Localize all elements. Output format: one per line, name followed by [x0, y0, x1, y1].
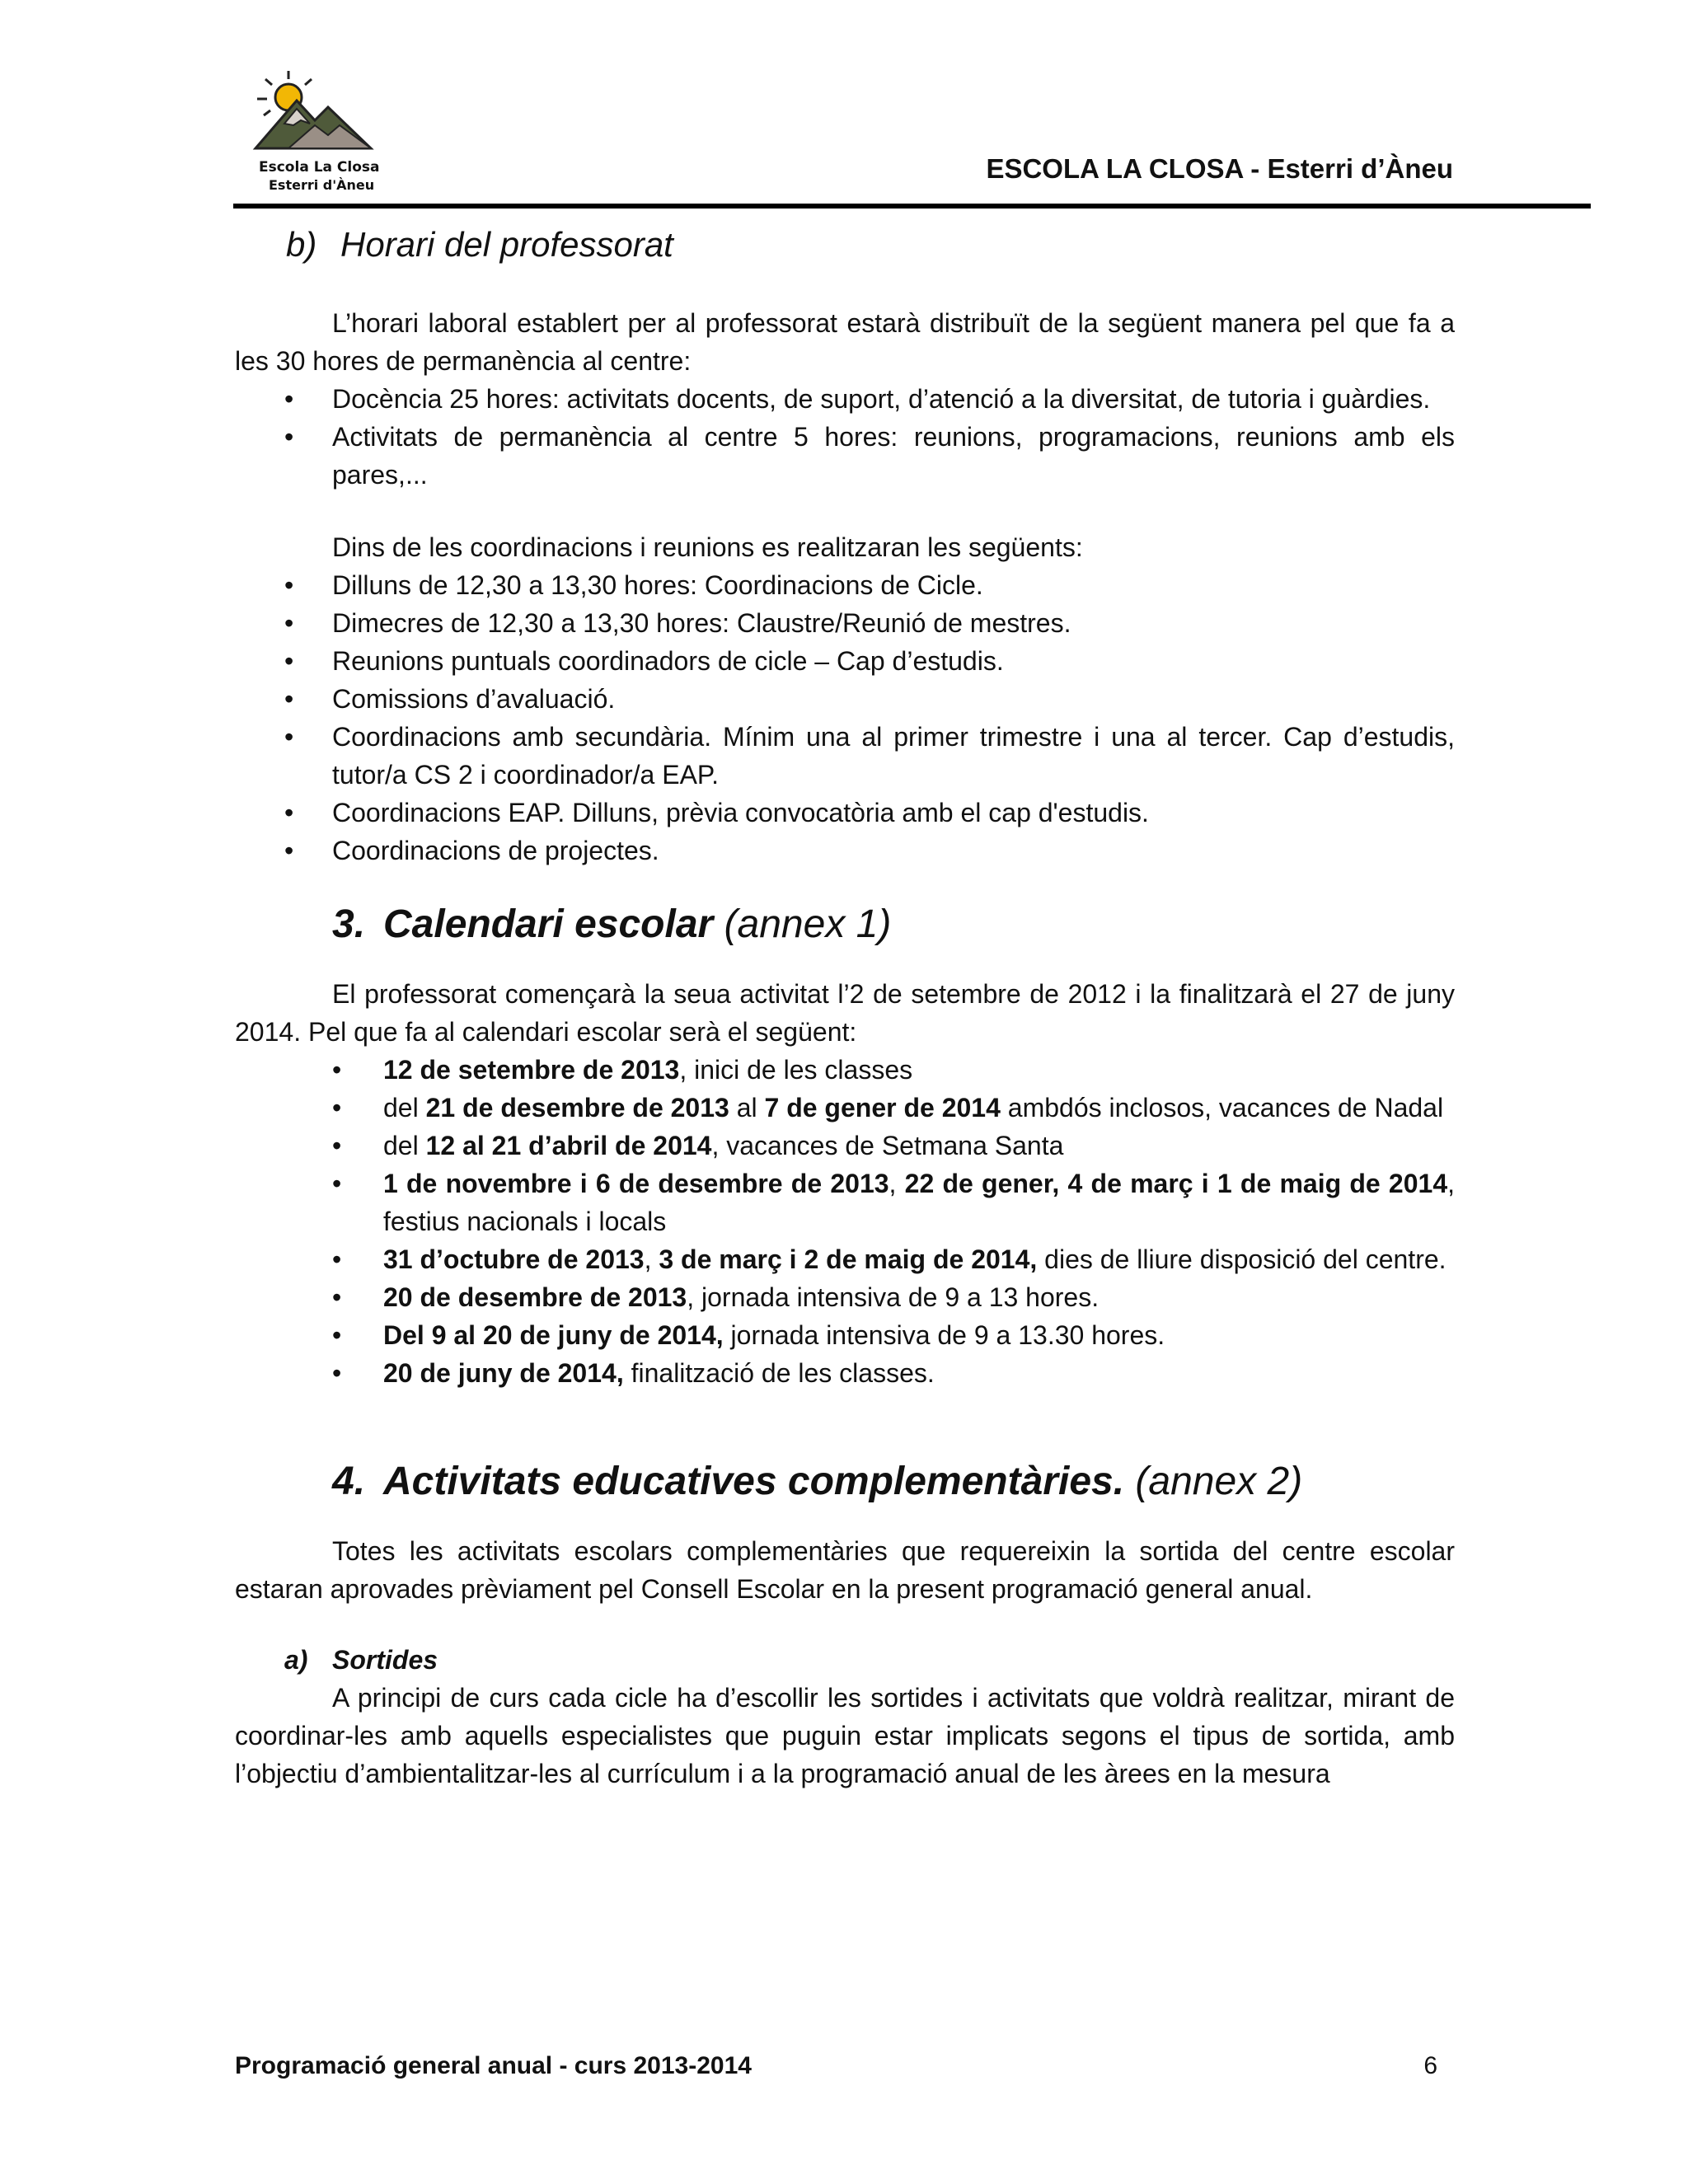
- sub-a-label: a): [284, 1645, 308, 1675]
- bullet-icon: •: [284, 684, 294, 714]
- section-4-heading: [235, 1455, 1455, 1509]
- list-item: • Dimecres de 12,30 a 13,30 hores: Claustre/Reunió de mestres.: [235, 604, 1455, 642]
- calendar-list: [235, 1051, 1455, 1392]
- bullet-icon: •: [332, 1320, 342, 1350]
- list-item: • Docència 25 hores: activitats docents, de suport, d’atenció a la diversitat, de tutoria i guàrdies.: [235, 380, 1455, 418]
- header-title: ESCOLA LA CLOSA - Esterri d’Àneu: [986, 153, 1453, 184]
- list-item: • 20 de juny de 2014, finalització de les classes.: [235, 1354, 1455, 1392]
- bullet-icon: •: [332, 1358, 342, 1388]
- section-4-annex: (annex 2): [1135, 1460, 1303, 1503]
- bullet-icon: •: [332, 1055, 342, 1085]
- section-b-bullets: [235, 380, 1455, 494]
- logo-text-line1: Escola La Closa: [259, 159, 380, 176]
- header-rule: [233, 204, 1591, 209]
- list-item: • del 12 al 21 d’abril de 2014, vacances de Setmana Santa: [235, 1127, 1455, 1165]
- bullet-icon: •: [332, 1169, 342, 1198]
- list-item: • Dilluns de 12,30 a 13,30 hores: Coordinacions de Cicle.: [235, 566, 1455, 604]
- sub-a-title: Sortides: [332, 1645, 438, 1675]
- section-b-heading: [235, 220, 1455, 269]
- section-4-title: Activitats educatives complementàries.: [383, 1460, 1125, 1503]
- list-item: • Reunions puntuals coordinadors de cicle – Cap d’estudis.: [235, 642, 1455, 680]
- section-3-number: 3.: [332, 902, 366, 946]
- section-3-intro: El professorat començarà la seua activitat l’2 de setembre de 2012 i la finalitzarà el 27 de juny 2014. Pel que fa al calendari escolar serà el següent:: [235, 979, 1455, 1047]
- bullet-icon: •: [284, 836, 294, 865]
- logo-text-line2: Esterri d'Àneu: [269, 177, 375, 193]
- list-item: • Comissions d’avaluació.: [235, 680, 1455, 718]
- list-item: • del 21 de desembre de 2013 al 7 de gener de 2014 ambdós inclosos, vacances de Nadal: [235, 1089, 1455, 1127]
- list-item: • Del 9 al 20 de juny de 2014, jornada intensiva de 9 a 13.30 hores.: [235, 1316, 1455, 1354]
- page-number: 6: [1423, 2052, 1437, 2079]
- bullet-icon: •: [284, 646, 294, 676]
- bullet-icon: •: [284, 798, 294, 827]
- section-3-annex: (annex 1): [724, 902, 892, 946]
- bullet-icon: •: [284, 384, 294, 414]
- bullet-icon: •: [284, 608, 294, 638]
- section-4-number: 4.: [332, 1460, 366, 1503]
- list-item: • 1 de novembre i 6 de desembre de 2013, 22 de gener, 4 de març i 1 de maig de 2014, festius nacionals i locals: [235, 1165, 1455, 1240]
- list-item: • 31 d’octubre de 2013, 3 de març i 2 de maig de 2014, dies de lliure disposició del centre.: [235, 1240, 1455, 1278]
- list-item: • 20 de desembre de 2013, jornada intensiva de 9 a 13 hores.: [235, 1278, 1455, 1316]
- footer-title: Programació general anual - curs 2013-2014: [235, 2052, 752, 2079]
- bullet-icon: •: [332, 1093, 342, 1122]
- list-item: • Coordinacions EAP. Dilluns, prèvia convocatòria amb el cap d'estudis.: [235, 794, 1455, 832]
- sub-a-text: A principi de curs cada cicle ha d’escollir les sortides i activitats que voldrà realitzar, mirant de coordinar-les amb aquells especialistes que puguin estar implicats segons el tipus de sortida, amb l’objectiu d’ambientalitzar-les al currículum i a la programació anual de les àrees en la mesura: [235, 1683, 1455, 1788]
- section-4-intro: Totes les activitats escolars complementàries que requereixin la sortida del centre escolar estaran aprovades prèviament pel Consell Escolar en la present programació general anual.: [235, 1536, 1455, 1604]
- list-item: • Coordinacions de projectes.: [235, 832, 1455, 869]
- bullet-icon: •: [284, 722, 294, 752]
- section-b-intro: L’horari laboral establert per al professorat estarà distribuït de la següent manera pel que fa a les 30 hores de permanència al centre:: [235, 308, 1455, 376]
- bullet-icon: •: [284, 570, 294, 600]
- sub-a-heading: [235, 1641, 1455, 1679]
- coord-intro: Dins de les coordinacions i reunions es realitzaran les següents:: [332, 532, 1083, 562]
- section-3-title: Calendari escolar: [383, 902, 714, 946]
- section-3-heading: [235, 898, 1455, 952]
- section-b-title: Horari del professorat: [340, 225, 673, 264]
- school-logo: [239, 66, 396, 206]
- list-item: • Activitats de permanència al centre 5 hores: reunions, programacions, reunions amb els pares,...: [235, 418, 1455, 494]
- bullet-icon: •: [332, 1244, 342, 1274]
- coord-bullets: [235, 566, 1455, 869]
- list-item: • Coordinacions amb secundària. Mínim una al primer trimestre i una al tercer. Cap d’estudis, tutor/a CS 2 i coordinador/a EAP.: [235, 718, 1455, 794]
- list-item: • 12 de setembre de 2013, inici de les classes: [235, 1051, 1455, 1089]
- mountains-icon: [256, 101, 371, 148]
- bullet-icon: •: [332, 1282, 342, 1312]
- section-b-label: b): [286, 225, 317, 264]
- bullet-icon: •: [332, 1131, 342, 1160]
- page-content: [235, 218, 1455, 1793]
- bullet-icon: •: [284, 422, 294, 452]
